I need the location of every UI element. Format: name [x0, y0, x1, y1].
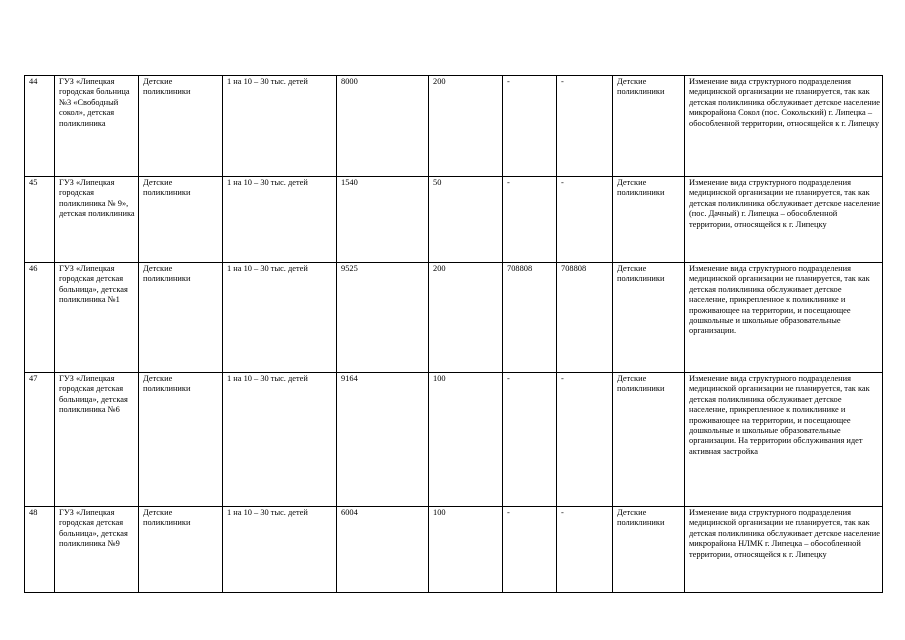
- facility-name: ГУЗ «Липецкая городская поликлиника № 9», детская поликлиника: [55, 177, 139, 263]
- facility-name: ГУЗ «Липецкая городская больница №3 «Свободный сокол», детская поликлиника: [55, 76, 139, 177]
- facility-type-planned: Детские поликлиники: [613, 373, 685, 507]
- facility-value-a: -: [503, 373, 557, 507]
- table-row: [25, 177, 883, 263]
- row-number: 47: [25, 373, 55, 507]
- facility-note: Изменение вида структурного подразделения медицинской организации не планируется, так как детская поликлиника обслуживает детское население (пос. Дачный) г. Липецка – обособленной территории, относящейся к г. Липецку: [685, 177, 883, 263]
- facility-value-b: 708808: [557, 263, 613, 373]
- facility-type: Детские поликлиники: [139, 373, 223, 507]
- facility-value-b: -: [557, 373, 613, 507]
- facility-norm: 1 на 10 – 30 тыс. детей: [223, 507, 337, 593]
- facility-visits: 100: [429, 507, 503, 593]
- facility-value-a: -: [503, 507, 557, 593]
- facility-norm: 1 на 10 – 30 тыс. детей: [223, 263, 337, 373]
- facility-type-planned: Детские поликлиники: [613, 76, 685, 177]
- facility-value-b: -: [557, 76, 613, 177]
- row-number: 44: [25, 76, 55, 177]
- medical-facilities-table: [24, 75, 883, 593]
- facility-note: Изменение вида структурного подразделения медицинской организации не планируется, так как детская поликлиника обслуживает детское население микрорайона Сокол (пос. Сокольский) г. Липецка – обособленной территории, относящейся к г. Липецку: [685, 76, 883, 177]
- facility-note: Изменение вида структурного подразделения медицинской организации не планируется, так как детская поликлиника обслуживает детское население, прикрепленное к поликлинике и проживающее на территории, и посещающее дошкольные и школьные образовательные организации.: [685, 263, 883, 373]
- facility-value-b: -: [557, 507, 613, 593]
- facility-type-planned: Детские поликлиники: [613, 263, 685, 373]
- facility-name: ГУЗ «Липецкая городская детская больница», детская поликлиника №9: [55, 507, 139, 593]
- facility-norm: 1 на 10 – 30 тыс. детей: [223, 76, 337, 177]
- facility-note: Изменение вида структурного подразделения медицинской организации не планируется, так как детская поликлиника обслуживает детское население микрорайона НЛМК г. Липецка – обособленной территории, относящейся к г. Липецку: [685, 507, 883, 593]
- table-row: [25, 507, 883, 593]
- table-row: [25, 76, 883, 177]
- facility-visits: 200: [429, 76, 503, 177]
- facility-type: Детские поликлиники: [139, 177, 223, 263]
- facility-name: ГУЗ «Липецкая городская детская больница», детская поликлиника №6: [55, 373, 139, 507]
- row-number: 48: [25, 507, 55, 593]
- facility-note: Изменение вида структурного подразделения медицинской организации не планируется, так как детская поликлиника обслуживает детское население, прикрепленное к поликлинике и проживающее на территории, и посещающее дошкольные и школьные образовательные организации. На территории обслуживания идет активная застройка: [685, 373, 883, 507]
- facility-type-planned: Детские поликлиники: [613, 177, 685, 263]
- facility-norm: 1 на 10 – 30 тыс. детей: [223, 373, 337, 507]
- facility-value-b: -: [557, 177, 613, 263]
- facility-value-a: -: [503, 177, 557, 263]
- facility-name: ГУЗ «Липецкая городская детская больница», детская поликлиника №1: [55, 263, 139, 373]
- table-row: [25, 263, 883, 373]
- facility-capacity: 8000: [337, 76, 429, 177]
- table-row: [25, 373, 883, 507]
- facility-type: Детские поликлиники: [139, 263, 223, 373]
- facility-visits: 100: [429, 373, 503, 507]
- facility-value-a: -: [503, 76, 557, 177]
- facility-type: Детские поликлиники: [139, 507, 223, 593]
- row-number: 45: [25, 177, 55, 263]
- facility-capacity: 1540: [337, 177, 429, 263]
- facility-capacity: 9525: [337, 263, 429, 373]
- facility-value-a: 708808: [503, 263, 557, 373]
- facility-type-planned: Детские поликлиники: [613, 507, 685, 593]
- facility-norm: 1 на 10 – 30 тыс. детей: [223, 177, 337, 263]
- facility-capacity: 9164: [337, 373, 429, 507]
- facility-type: Детские поликлиники: [139, 76, 223, 177]
- row-number: 46: [25, 263, 55, 373]
- facility-capacity: 6004: [337, 507, 429, 593]
- facility-visits: 50: [429, 177, 503, 263]
- facility-visits: 200: [429, 263, 503, 373]
